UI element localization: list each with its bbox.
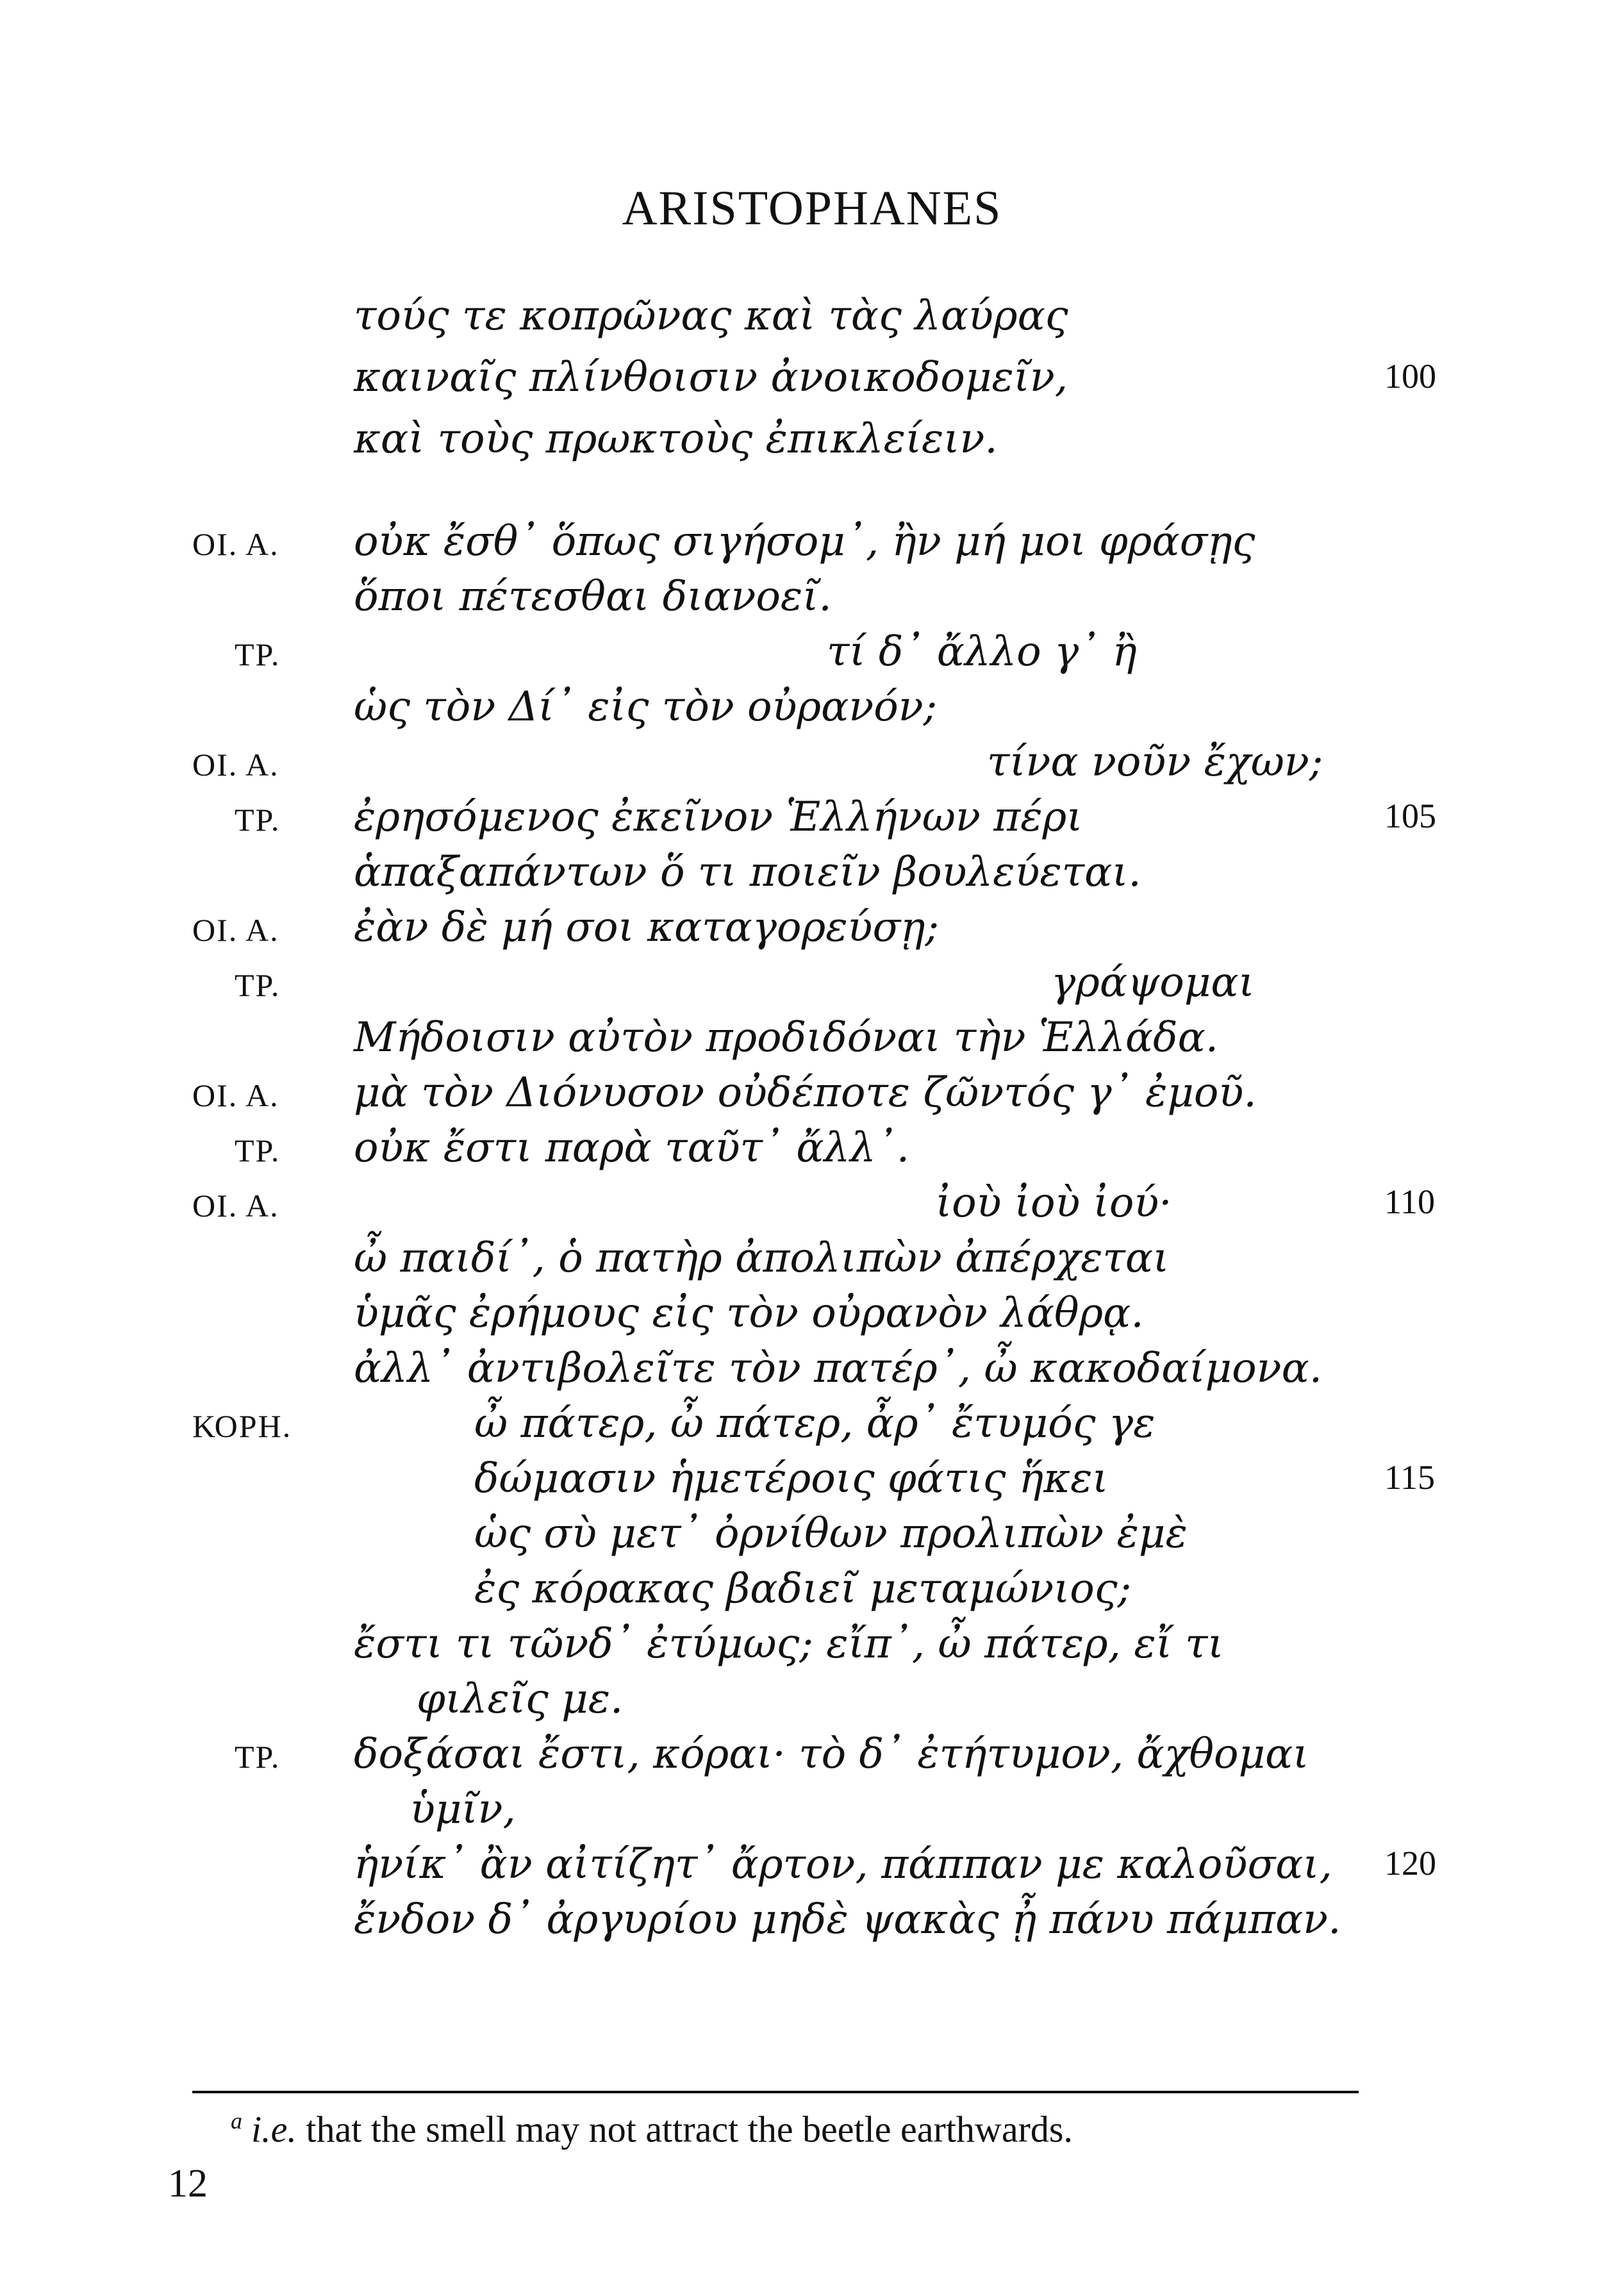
verse-line (0, 1290, 1624, 1345)
footnote (231, 2107, 1073, 2150)
verse-text: ἡνίκ᾽ ἂν αἰτίζητ᾽ ἄρτον, πάππαν με καλοῦσαι, (354, 1841, 1332, 1888)
verse-line (0, 1786, 1624, 1841)
verse-line (0, 628, 1624, 683)
verse-line (0, 1014, 1624, 1069)
verse-text: ὦ πάτερ, ὦ πάτερ, ἆρ᾽ ἔτυμός γε (474, 1400, 1156, 1447)
verse-line (0, 738, 1624, 793)
verse-line (0, 683, 1624, 738)
verse-text: ὑμῖν, (410, 1786, 516, 1833)
verse-text: ἐς κόρακας βαδιεῖ μεταμώνιος; (474, 1565, 1132, 1613)
verse-line (0, 959, 1624, 1014)
verse-line (0, 1675, 1624, 1731)
verse-text: καὶ τοὺς πρωκτοὺς ἐπικλείειν. (354, 415, 998, 463)
verse-line (0, 1510, 1624, 1565)
verse-text: ὦ παιδί᾽, ὁ πατὴρ ἀπολιπὼν ἀπέρχεται (354, 1234, 1170, 1282)
verse-text: ἐὰν δὲ μή σοι καταγορεύσῃ; (354, 904, 940, 951)
verse-line (0, 1896, 1624, 1951)
verse-line (0, 1345, 1624, 1400)
verse-text: Μήδοισιν αὐτὸν προδιδόναι τὴν Ἑλλάδα. (354, 1014, 1219, 1061)
line-number: 120 (1384, 1844, 1436, 1882)
verse-text: τίνα νοῦν ἔχων; (987, 738, 1323, 786)
verse-text: ὡς τὸν Δί᾽ εἰς τὸν οὐρανόν; (354, 683, 938, 731)
speaker-label: ΟΙ. Α. (192, 747, 279, 783)
verse-line (0, 518, 1624, 573)
verse-line (0, 1179, 1624, 1234)
verse-text: ἁπαξαπάντων ὅ τι ποιεῖν βουλεύεται. (354, 849, 1141, 896)
verse-text: τί δ᾽ ἄλλο γ᾽ ἢ (827, 628, 1137, 676)
verse-text: οὐκ ἔσθ᾽ ὅπως σιγήσομ᾽, ἢν μή μοι φράσῃς (354, 518, 1255, 565)
line-number: 100 (1384, 357, 1436, 395)
speaker-label: ΟΙ. Α. (192, 1188, 279, 1224)
verse-text: ὅποι πέτεσθαι διανοεῖ. (354, 573, 832, 620)
verse-line (0, 1124, 1624, 1179)
speaker-label: ΤΡ. (235, 636, 281, 672)
footnote-marker: a (231, 2108, 242, 2134)
verse-line (0, 1620, 1624, 1675)
running-title: ARISTOPHANES (622, 181, 1002, 235)
verse-text: τούς τε κοπρῶνας καὶ τὰς λαύρας (354, 292, 1068, 340)
speaker-label: ΤΡ. (235, 802, 281, 838)
verse-line (0, 292, 1624, 347)
speaker-label: ΤΡ. (235, 1739, 281, 1775)
verse-line (0, 793, 1624, 849)
line-number: 105 (1384, 797, 1436, 835)
verse-text: μὰ τὸν Διόνυσον οὐδέποτε ζῶντός γ᾽ ἐμοῦ. (354, 1069, 1257, 1117)
verse-line (0, 849, 1624, 904)
verse-line (0, 573, 1624, 628)
verse-line (0, 1455, 1624, 1510)
verse-text: ὡς σὺ μετ᾽ ὀρνίθων προλιπὼν ἐμὲ (474, 1510, 1188, 1557)
verse-line (0, 1841, 1624, 1896)
speaker-label: ΤΡ. (235, 1133, 281, 1168)
verse-line (0, 1400, 1624, 1455)
verse-text: ὑμᾶς ἐρήμους εἰς τὸν οὐρανὸν λάθρᾳ. (354, 1290, 1144, 1337)
page-number: 12 (168, 2162, 208, 2205)
verse-text: ἀλλ᾽ ἀντιβολεῖτε τὸν πατέρ᾽, ὦ κακοδαίμονα. (354, 1345, 1323, 1392)
verse-line (0, 904, 1624, 959)
verse-text: φιλεῖς με. (417, 1675, 624, 1723)
verse-line (0, 1565, 1624, 1620)
footnote-text: that the smell may not attract the beetle earthwards. (306, 2108, 1073, 2150)
verse-text: ἔνδον δ᾽ ἀργυρίου μηδὲ ψακὰς ᾖ πάνυ πάμπαν. (354, 1896, 1341, 1943)
speaker-label: ΤΡ. (235, 967, 281, 1003)
verse-line (0, 1069, 1624, 1124)
verse-text: οὐκ ἔστι παρὰ ταῦτ᾽ ἄλλ᾽. (354, 1124, 910, 1172)
speaker-label: ΟΙ. Α. (192, 526, 279, 562)
footnote-abbrev: i.e. (251, 2108, 297, 2150)
footnote-divider (192, 2091, 1359, 2093)
verse-text: καιναῖς πλίνθοισιν ἀνοικοδομεῖν, (354, 354, 1068, 401)
line-number: 110 (1384, 1183, 1435, 1221)
speaker-label: ΟΙ. Α. (192, 1077, 279, 1113)
verse-text: ἐρησόμενος ἐκεῖνον Ἑλλήνων πέρι (354, 793, 1083, 841)
verse-line (0, 1731, 1624, 1786)
verse-line (0, 415, 1624, 470)
speaker-label: ΚΟΡΗ. (192, 1408, 292, 1444)
line-number: 115 (1384, 1458, 1435, 1497)
verse-text: δώμασιν ἡμετέροις φάτις ἥκει (474, 1455, 1109, 1502)
verse-text: ἔστι τι τῶνδ᾽ ἐτύμως; εἴπ᾽, ὦ πάτερ, εἴ τι (354, 1620, 1224, 1668)
verse-text: δοξάσαι ἔστι, κόραι· τὸ δ᾽ ἐτήτυμον, ἄχθομαι (354, 1731, 1309, 1778)
verse-text: γράψομαι (1051, 959, 1255, 1006)
verse-line (0, 354, 1624, 409)
verse-line (0, 1234, 1624, 1290)
verse-text: ἰοὺ ἰοὺ ἰού· (936, 1179, 1172, 1227)
speaker-label: ΟΙ. Α. (192, 912, 279, 948)
